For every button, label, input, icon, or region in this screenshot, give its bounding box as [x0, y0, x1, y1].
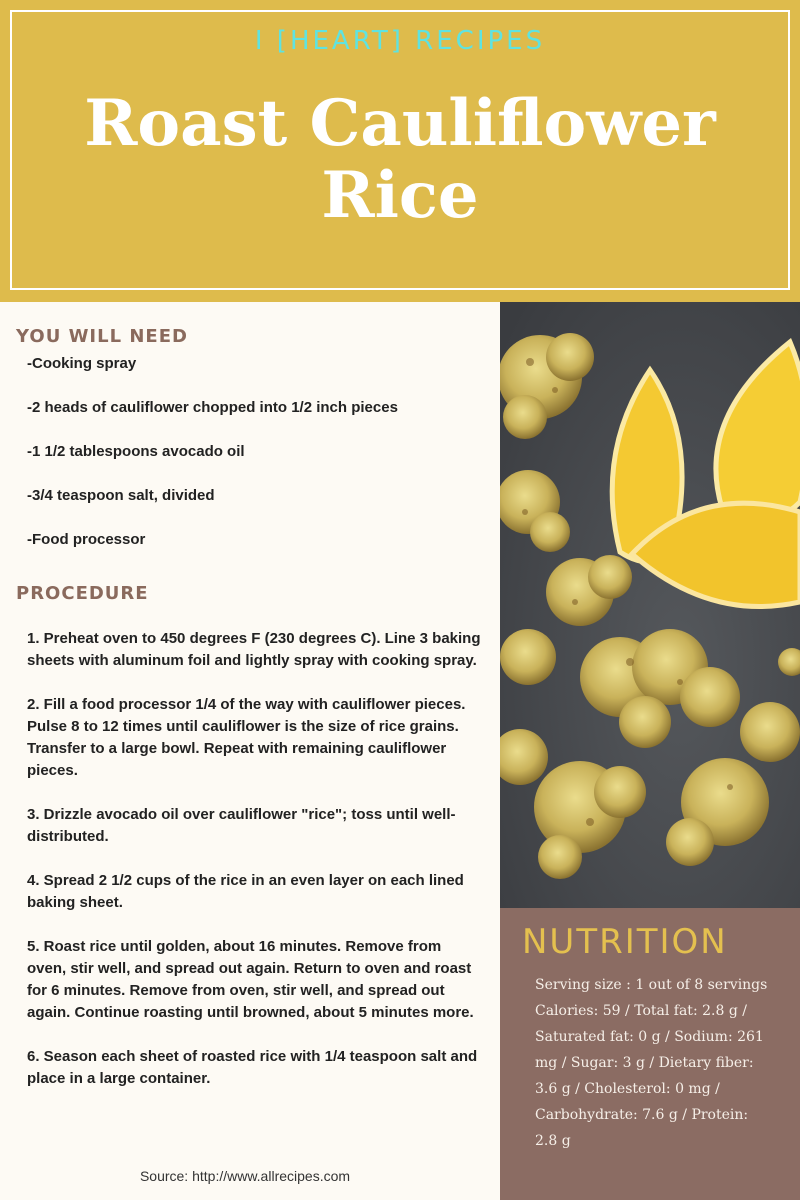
nutrition-panel	[500, 908, 800, 1200]
nutrition-heading: NUTRITION	[522, 922, 728, 962]
title-line-1: Roast Cauliflower	[84, 86, 716, 161]
source-credit: Source: http://www.allrecipes.com	[139, 1168, 351, 1184]
procedure-steps	[27, 628, 482, 1112]
procedure-step: 6. Season each sheet of roasted rice with 1/4 teaspoon salt and place in a large container.	[27, 1048, 478, 1087]
site-kicker: I [HEART] RECIPES	[254, 26, 546, 56]
procedure-step: 1. Preheat oven to 450 degrees F (230 degrees C). Line 3 baking sheets with aluminum foil and lightly spray with cooking spray.	[27, 630, 481, 669]
procedure-step: 5. Roast rice until golden, about 16 minutes. Remove from oven, stir well, and spread out again. Return to oven and roast for 6 minutes. Remove from oven, stir well, and spread out again. Continue roasting until browned, about 5 minutes more.	[27, 938, 474, 1021]
cauliflower-lemon-illustration	[500, 302, 800, 908]
header-banner	[0, 0, 800, 302]
procedure-heading: PROCEDURE	[16, 583, 149, 604]
procedure-step: 3. Drizzle avocado oil over cauliflower "rice"; toss until well-distributed.	[27, 806, 456, 845]
ingredient-item: -Cooking spray	[27, 355, 137, 372]
food-photo	[500, 302, 800, 908]
procedure-step: 2. Fill a food processor 1/4 of the way with cauliflower pieces. Pulse 8 to 12 times until cauliflower is the size of rice grains. Transfer to a large bowl. Repeat with remaining cauliflower pieces.	[27, 696, 466, 779]
page-title	[0, 88, 800, 232]
you-will-need-heading: YOU WILL NEED	[16, 326, 188, 347]
nutrition-facts: Serving size : 1 out of 8 servings Calories: 59 / Total fat: 2.8 g / Saturated fat: 0 g / Sodium: 261 mg / Sugar: 3 g / Dietary fiber: 3.6 g / Cholesterol: 0 mg / Carbohydrate: 7.6 g / Protein: 2.8 g	[535, 977, 768, 1149]
ingredient-item: -2 heads of cauliflower chopped into 1/2 inch pieces	[27, 399, 398, 416]
ingredient-item: -1 1/2 tablespoons avocado oil	[27, 443, 245, 460]
procedure-step: 4. Spread 2 1/2 cups of the rice in an even layer on each lined baking sheet.	[27, 872, 464, 911]
title-line-2: Rice	[321, 158, 479, 233]
ingredient-list	[27, 354, 497, 574]
ingredient-item: -Food processor	[27, 531, 146, 548]
ingredient-item: -3/4 teaspoon salt, divided	[27, 487, 215, 504]
